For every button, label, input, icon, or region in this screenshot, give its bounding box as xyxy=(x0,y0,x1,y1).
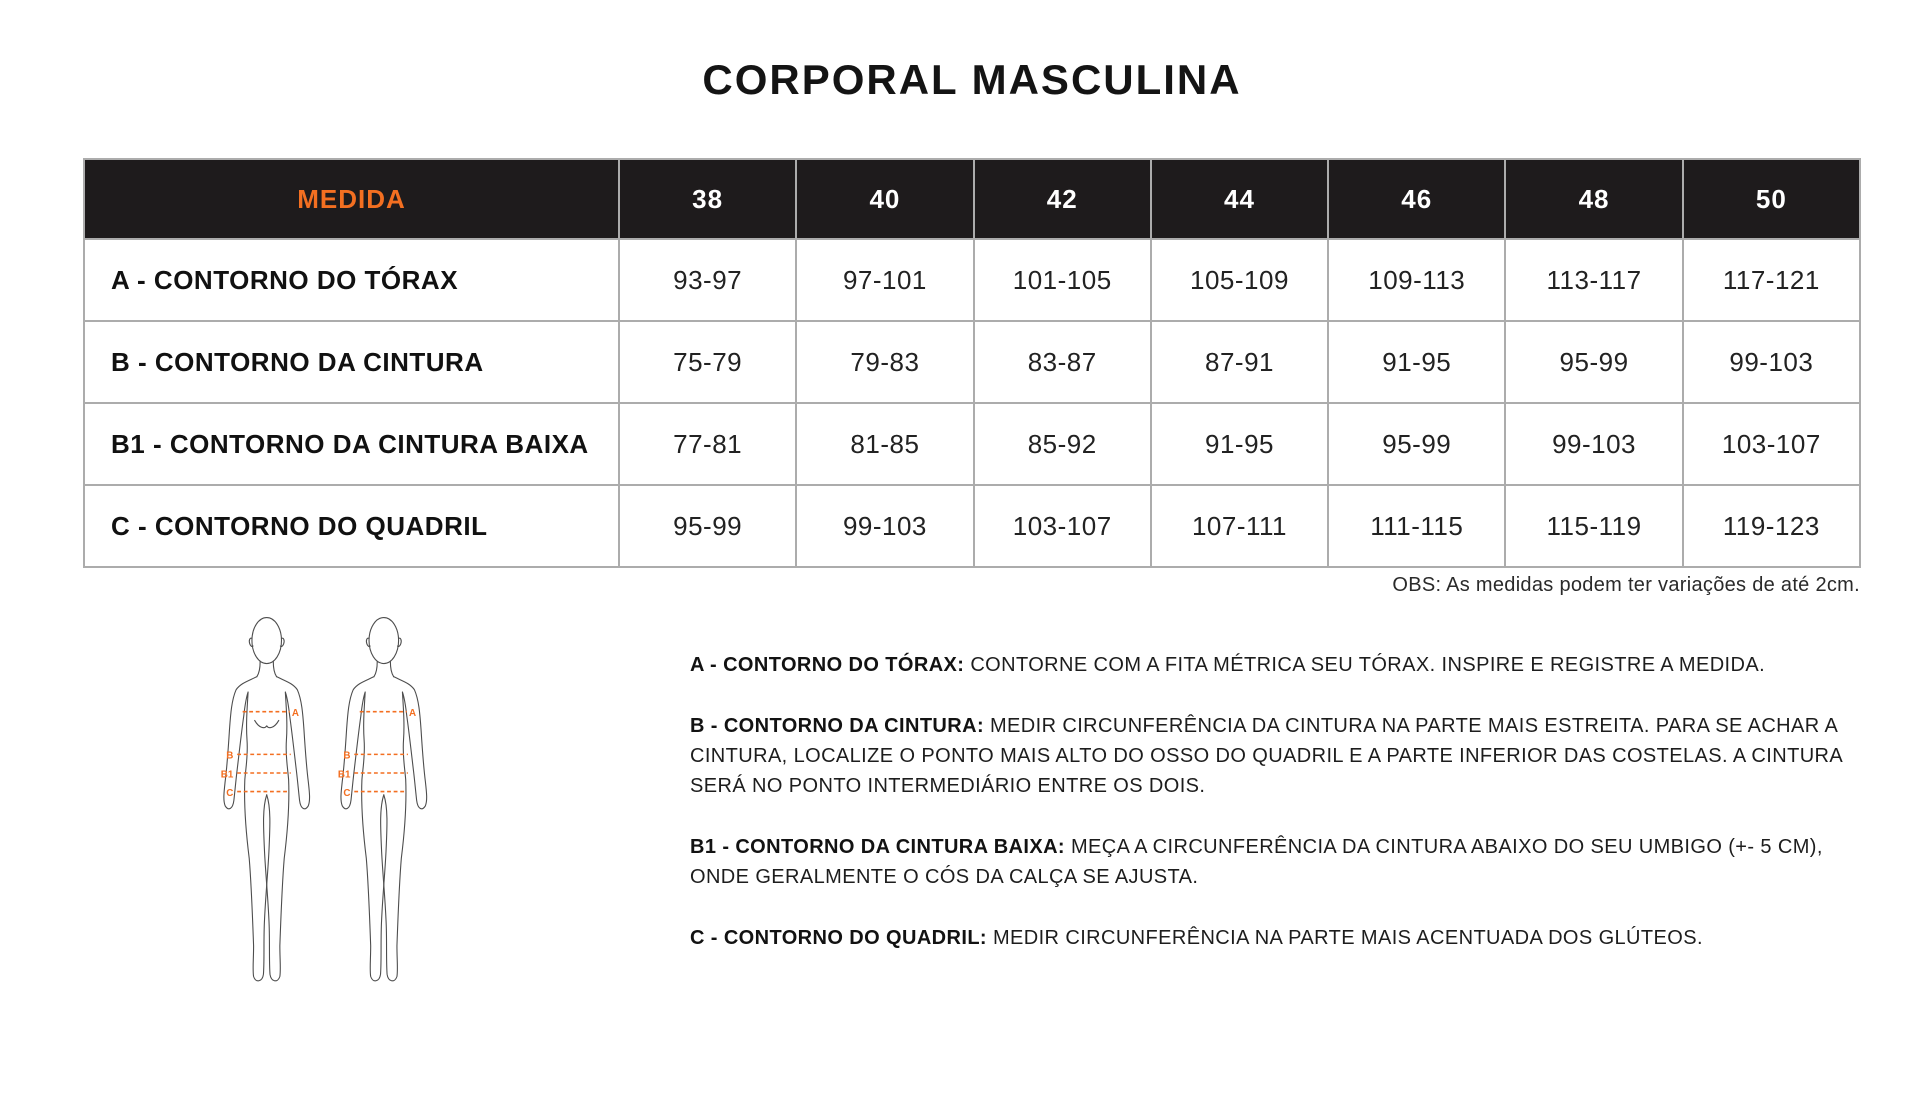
size-column-header: 44 xyxy=(1151,159,1328,239)
measurement-value-cell: 91-95 xyxy=(1151,403,1328,485)
measurement-value-cell: 111-115 xyxy=(1328,485,1505,567)
measurement-value-cell: 109-113 xyxy=(1328,239,1505,321)
table-header-row xyxy=(84,159,1860,239)
size-column-header: 48 xyxy=(1505,159,1682,239)
figure-front xyxy=(221,618,310,981)
measurement-variation-note: OBS: As medidas podem ter variações de até 2cm. xyxy=(1392,574,1860,596)
measurement-row-label: A - CONTORNO DO TÓRAX xyxy=(84,239,619,321)
instructions xyxy=(690,650,1865,984)
instruction-text: MEDIR CIRCUNFERÊNCIA NA PARTE MAIS ACENTUADA DOS GLÚTEOS. xyxy=(992,927,1703,949)
figure-back xyxy=(338,618,427,981)
measurement-value-cell: 115-119 xyxy=(1505,485,1682,567)
measurement-value-cell: 113-117 xyxy=(1505,239,1682,321)
measurement-value-cell: 95-99 xyxy=(1505,321,1682,403)
measurement-value-cell: 99-103 xyxy=(1683,321,1860,403)
instruction-paragraph xyxy=(690,832,1865,892)
instruction-label: C - CONTORNO DO QUADRIL: xyxy=(690,927,993,949)
measurement-row-label: B1 - CONTORNO DA CINTURA BAIXA xyxy=(84,403,619,485)
measurement-value-cell: 119-123 xyxy=(1683,485,1860,567)
body-figures xyxy=(212,612,444,1074)
table-body xyxy=(84,239,1860,567)
measurement-value-cell: 103-107 xyxy=(1683,403,1860,485)
measurement-value-cell: 95-99 xyxy=(619,485,796,567)
size-chart-table xyxy=(83,158,1861,568)
measurement-value-cell: 103-107 xyxy=(974,485,1151,567)
measurement-row-label: B - CONTORNO DA CINTURA xyxy=(84,321,619,403)
measurement-row xyxy=(84,403,1860,485)
instruction-text: MEÇA A CIRCUNFERÊNCIA DA CINTURA ABAIXO DO SEU UMBIGO (+- 5 CM), ONDE GERALMENTE O CÓS DA CALÇA SE AJUSTA. xyxy=(690,836,1823,888)
measurement-value-cell: 93-97 xyxy=(619,239,796,321)
page-title: CORPORAL MASCULINA xyxy=(702,56,1242,103)
measurement-value-cell: 85-92 xyxy=(974,403,1151,485)
instruction-label: B - CONTORNO DA CINTURA: xyxy=(690,715,990,737)
measurement-value-cell: 81-85 xyxy=(796,403,973,485)
measurement-value-cell: 83-87 xyxy=(974,321,1151,403)
measurement-row xyxy=(84,239,1860,321)
instruction-paragraph xyxy=(690,650,1865,680)
size-column-header: 38 xyxy=(619,159,796,239)
instruction-text: MEDIR CIRCUNFERÊNCIA DA CINTURA NA PARTE MAIS ESTREITA. PARA SE ACHAR A CINTURA, LOCALIZE O PONTO MAIS ALTO DO OSSO DO QUADRIL E A PARTE INFERIOR DAS COSTELAS. A CINTURA SERÁ NO PONTO INTERMEDIÁRIO ENTRE OS DOIS. xyxy=(690,715,1843,797)
body-measurement-diagram xyxy=(212,612,444,1074)
measurement-row xyxy=(84,321,1860,403)
instruction-text: CONTORNE COM A FITA MÉTRICA SEU TÓRAX. INSPIRE E REGISTRE A MEDIDA. xyxy=(970,654,1766,676)
measurement-value-cell: 101-105 xyxy=(974,239,1151,321)
measurement-value-cell: 107-111 xyxy=(1151,485,1328,567)
measurement-value-cell: 105-109 xyxy=(1151,239,1328,321)
measurement-value-cell: 77-81 xyxy=(619,403,796,485)
size-column-header: 40 xyxy=(796,159,973,239)
measurement-value-cell: 99-103 xyxy=(1505,403,1682,485)
measurement-value-cell: 95-99 xyxy=(1328,403,1505,485)
size-column-header: 46 xyxy=(1328,159,1505,239)
measurement-value-cell: 75-79 xyxy=(619,321,796,403)
size-column-header: 50 xyxy=(1683,159,1860,239)
size-column-header: 42 xyxy=(974,159,1151,239)
measurement-value-cell: 79-83 xyxy=(796,321,973,403)
chest-contour-line xyxy=(267,720,279,727)
instruction-paragraph xyxy=(690,923,1865,953)
measurement-row-label: C - CONTORNO DO QUADRIL xyxy=(84,485,619,567)
chest-contour-line xyxy=(255,720,267,727)
instruction-paragraph xyxy=(690,711,1865,801)
measurement-value-cell: 87-91 xyxy=(1151,321,1328,403)
instruction-label: B1 - CONTORNO DA CINTURA BAIXA: xyxy=(690,836,1071,858)
measurement-row xyxy=(84,485,1860,567)
measurement-value-cell: 91-95 xyxy=(1328,321,1505,403)
measurement-value-cell: 97-101 xyxy=(796,239,973,321)
measurement-value-cell: 117-121 xyxy=(1683,239,1860,321)
instruction-label: A - CONTORNO DO TÓRAX: xyxy=(690,654,971,676)
medida-header-cell: MEDIDA xyxy=(84,159,619,239)
measurement-value-cell: 99-103 xyxy=(796,485,973,567)
